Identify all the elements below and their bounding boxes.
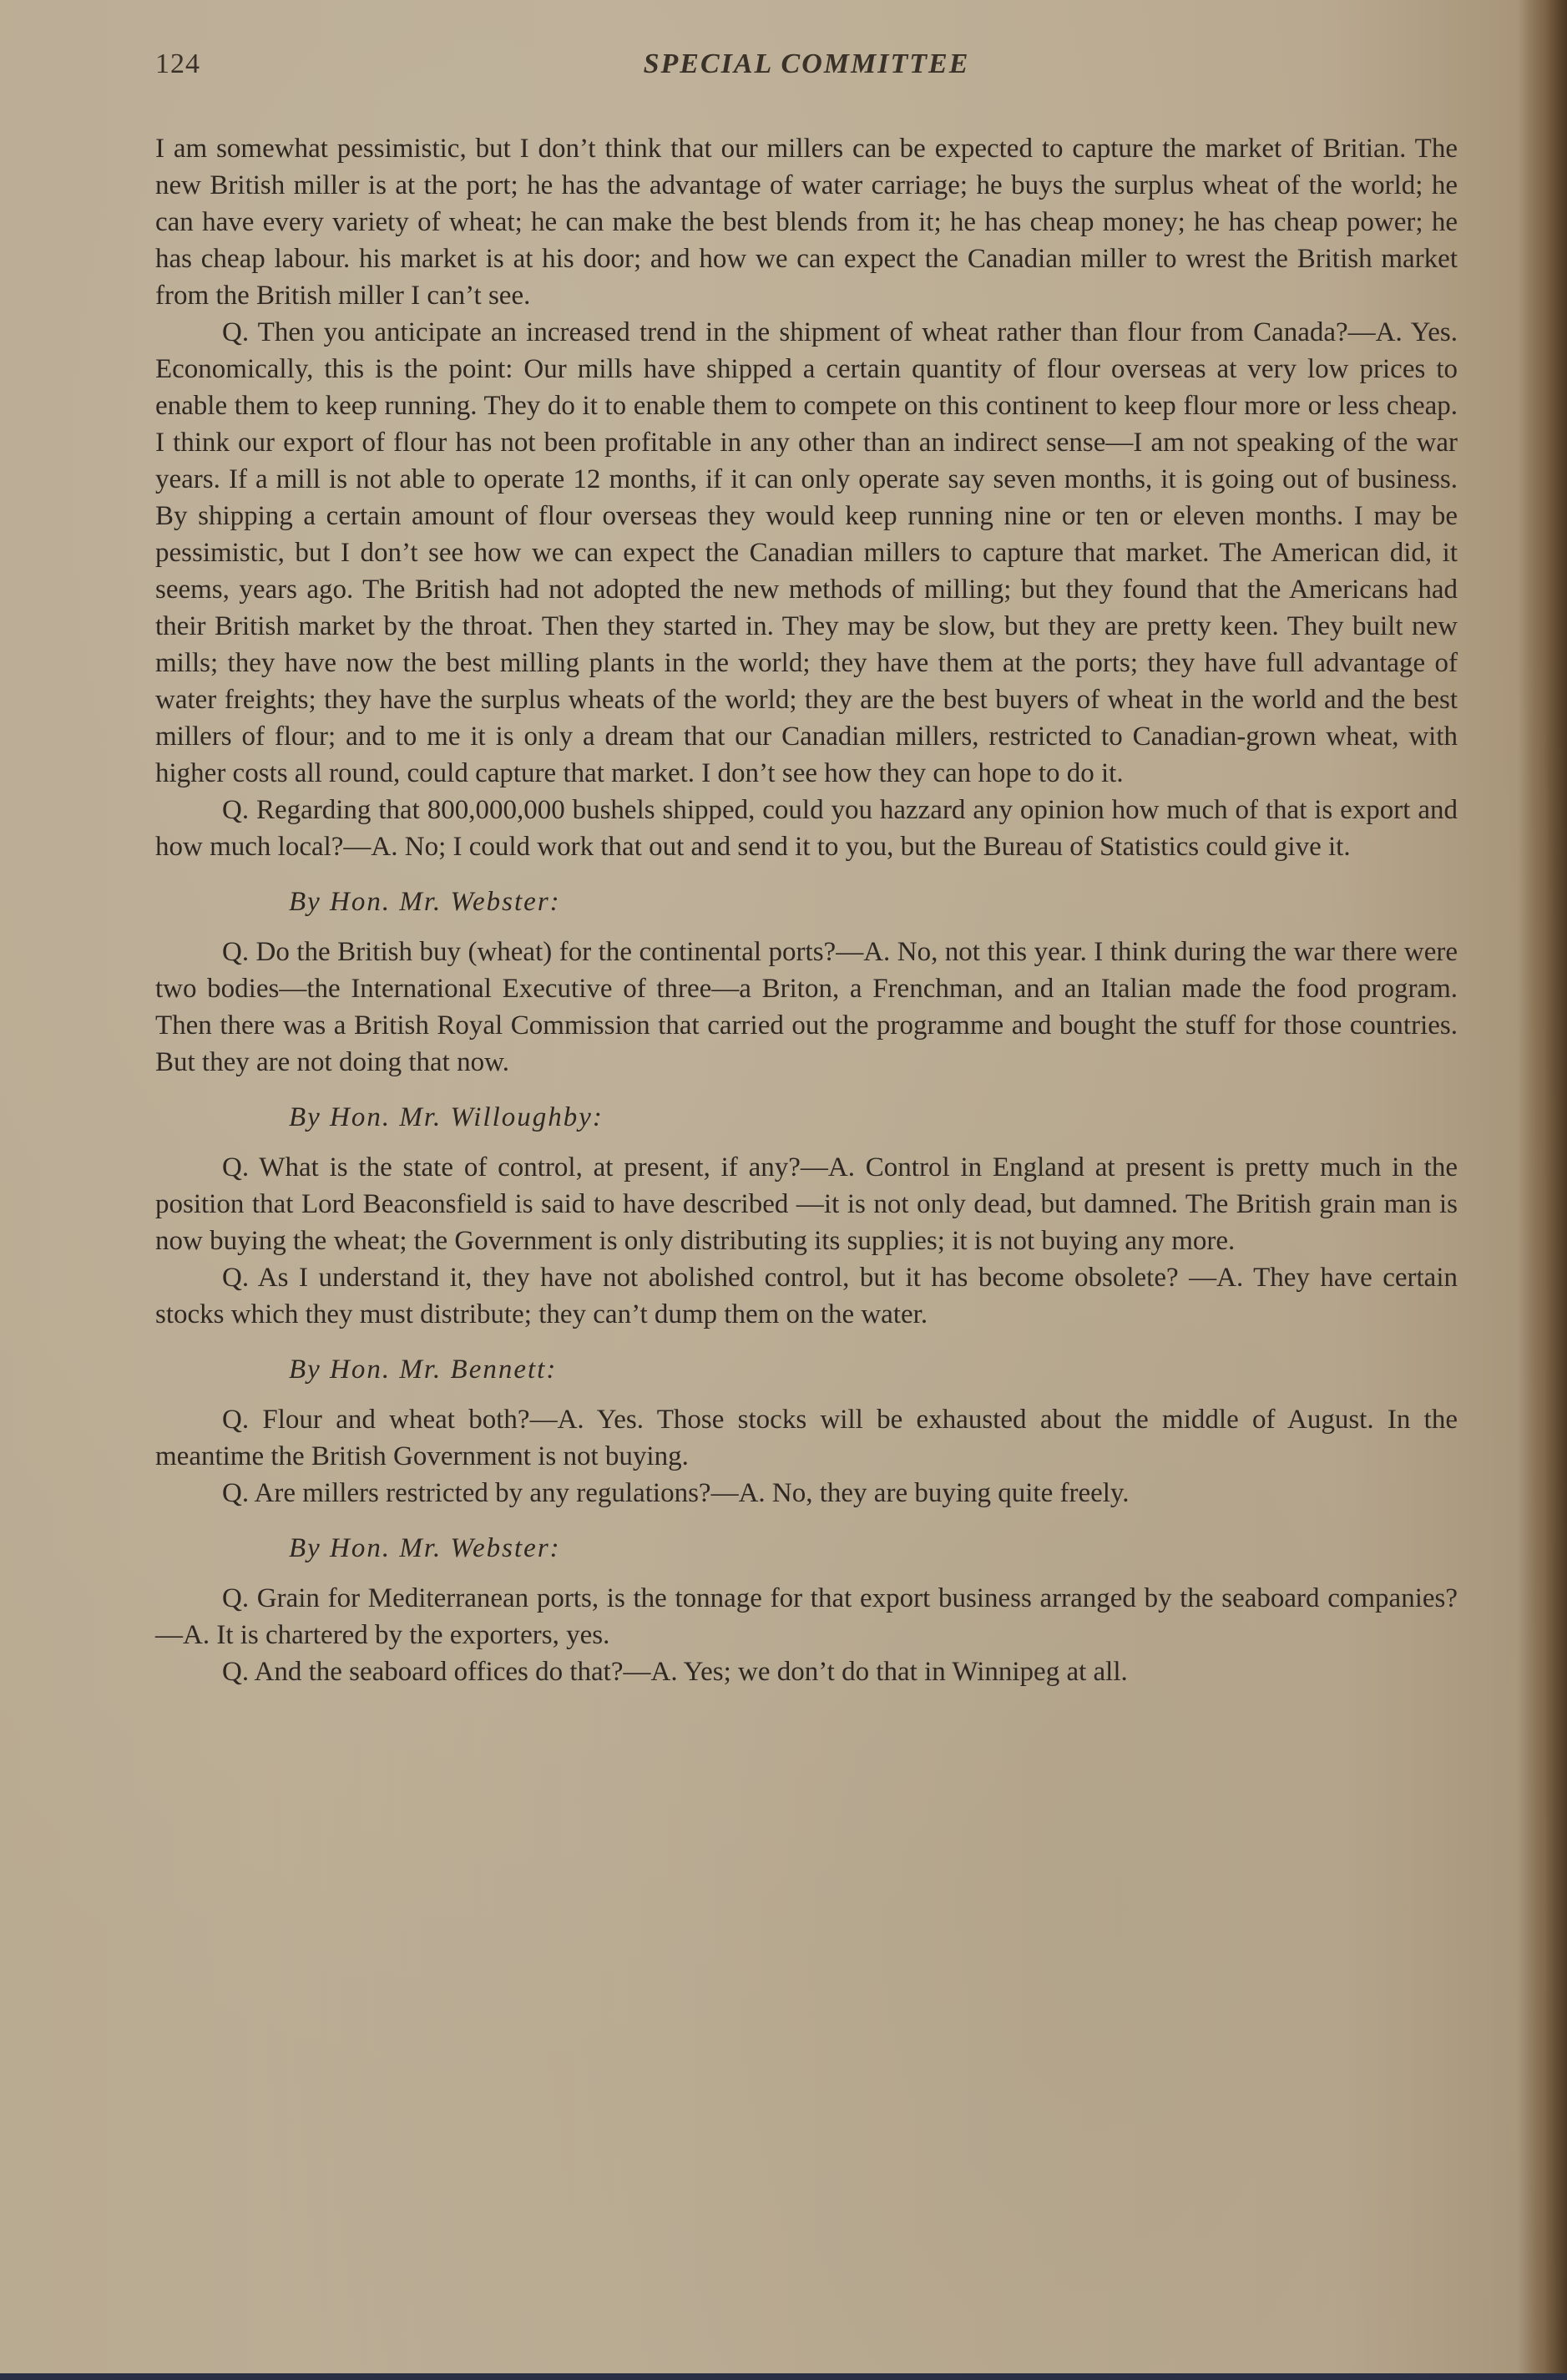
paragraph: Q. Grain for Mediterranean ports, is the tonnage for that export business arranged by the seaboard companies?—A. It is chartered by the exporters, yes.	[155, 1583, 1458, 1650]
page-edge-shadow	[1517, 0, 1567, 2380]
page-number: 124	[155, 48, 200, 79]
speaker-heading: By Hon. Mr. Webster:	[289, 887, 561, 917]
running-head: SPECIAL COMMITTEE	[643, 48, 970, 79]
paragraph: Q. As I understand it, they have not abolished control, but it has become obsolete? —A. They have certain stocks which they must distribute; they can’t dump them on the water.	[155, 1263, 1458, 1329]
page-bottom-edge	[0, 2373, 1567, 2380]
paragraph: Q. Flour and wheat both?—A. Yes. Those stocks will be exhausted about the middle of August. In the meantime the British Government is not buying.	[155, 1405, 1458, 1471]
page-body	[155, 130, 1458, 1690]
paragraph: Q. Do the British buy (wheat) for the continental ports?—A. No, not this year. I think during the war there were two bodies—the International Executive of three—a Briton, a Frenchman, and an Italian made the food program. Then there was a British Royal Commission that carried out the programme and bought the stuff for those countries. But they are not doing that now.	[155, 937, 1458, 1077]
paragraph: Q. Then you anticipate an increased trend in the shipment of wheat rather than flour from Canada?—A. Yes. Economically, this is the point: Our mills have shipped a certain quantity of flour overseas at very low prices to enable them to keep running. They do it to enable them to compete on this continent to keep flour more or less cheap. I think our export of flour has not been profitable in any other than an indirect sense—I am not speaking of the war years. If a mill is not able to operate 12 months, if it can only operate say seven months, it is going out of business. By shipping a certain amount of flour overseas they would keep running nine or ten or eleven months. I may be pessimistic, but I don’t see how we can expect the Canadian millers to capture that market. The American did, it seems, years ago. The British had not adopted the new methods of milling; but they found that the Americans had their British market by the throat. Then they started in. They may be slow, but they are pretty keen. They built new mills; they have now the best milling plants in the world; they have them at the ports; they have full advantage of water freights; they have the surplus wheats of the world; they are the best buyers of wheat in the world and the best millers of flour; and to me it is only a dream that our Canadian millers, restricted to Canadian-grown wheat, with higher costs all round, could capture that market. I don’t see how they can hope to do it.	[155, 317, 1458, 788]
paragraph: Q. Regarding that 800,000,000 bushels shipped, could you hazzard any opinion how much of that is export and how much local?—A. No; I could work that out and send it to you, but the Bureau of Statistics could give it.	[155, 795, 1458, 862]
speaker-heading: By Hon. Mr. Webster:	[289, 1533, 561, 1563]
paragraph: Q. Are millers restricted by any regulations?—A. No, they are buying quite freely.	[222, 1478, 1130, 1508]
paragraph: Q. And the seaboard offices do that?—A. Yes; we don’t do that in Winnipeg at all.	[222, 1657, 1128, 1687]
speaker-heading: By Hon. Mr. Bennett:	[289, 1355, 558, 1385]
page-header	[155, 43, 1458, 85]
paragraph: Q. What is the state of control, at present, if any?—A. Control in England at present is pretty much in the position that Lord Beaconsfield is said to have described —it is not only dead, but damned. The British grain man is now buying the wheat; the Government is only distributing its supplies; it is not buying any more.	[155, 1152, 1458, 1256]
speaker-heading: By Hon. Mr. Willoughby:	[289, 1102, 604, 1132]
paragraph: I am somewhat pessimistic, but I don’t think that our millers can be expected to capture the market of Britian. The new British miller is at the port; he has the advantage of water carriage; he buys the surplus wheat of the world; he can have every variety of wheat; he can make the best blends from it; he has cheap money; he has cheap power; he has cheap labour. his market is at his door; and how we can expect the Canadian miller to wrest the British market from the British miller I can’t see.	[155, 134, 1458, 311]
